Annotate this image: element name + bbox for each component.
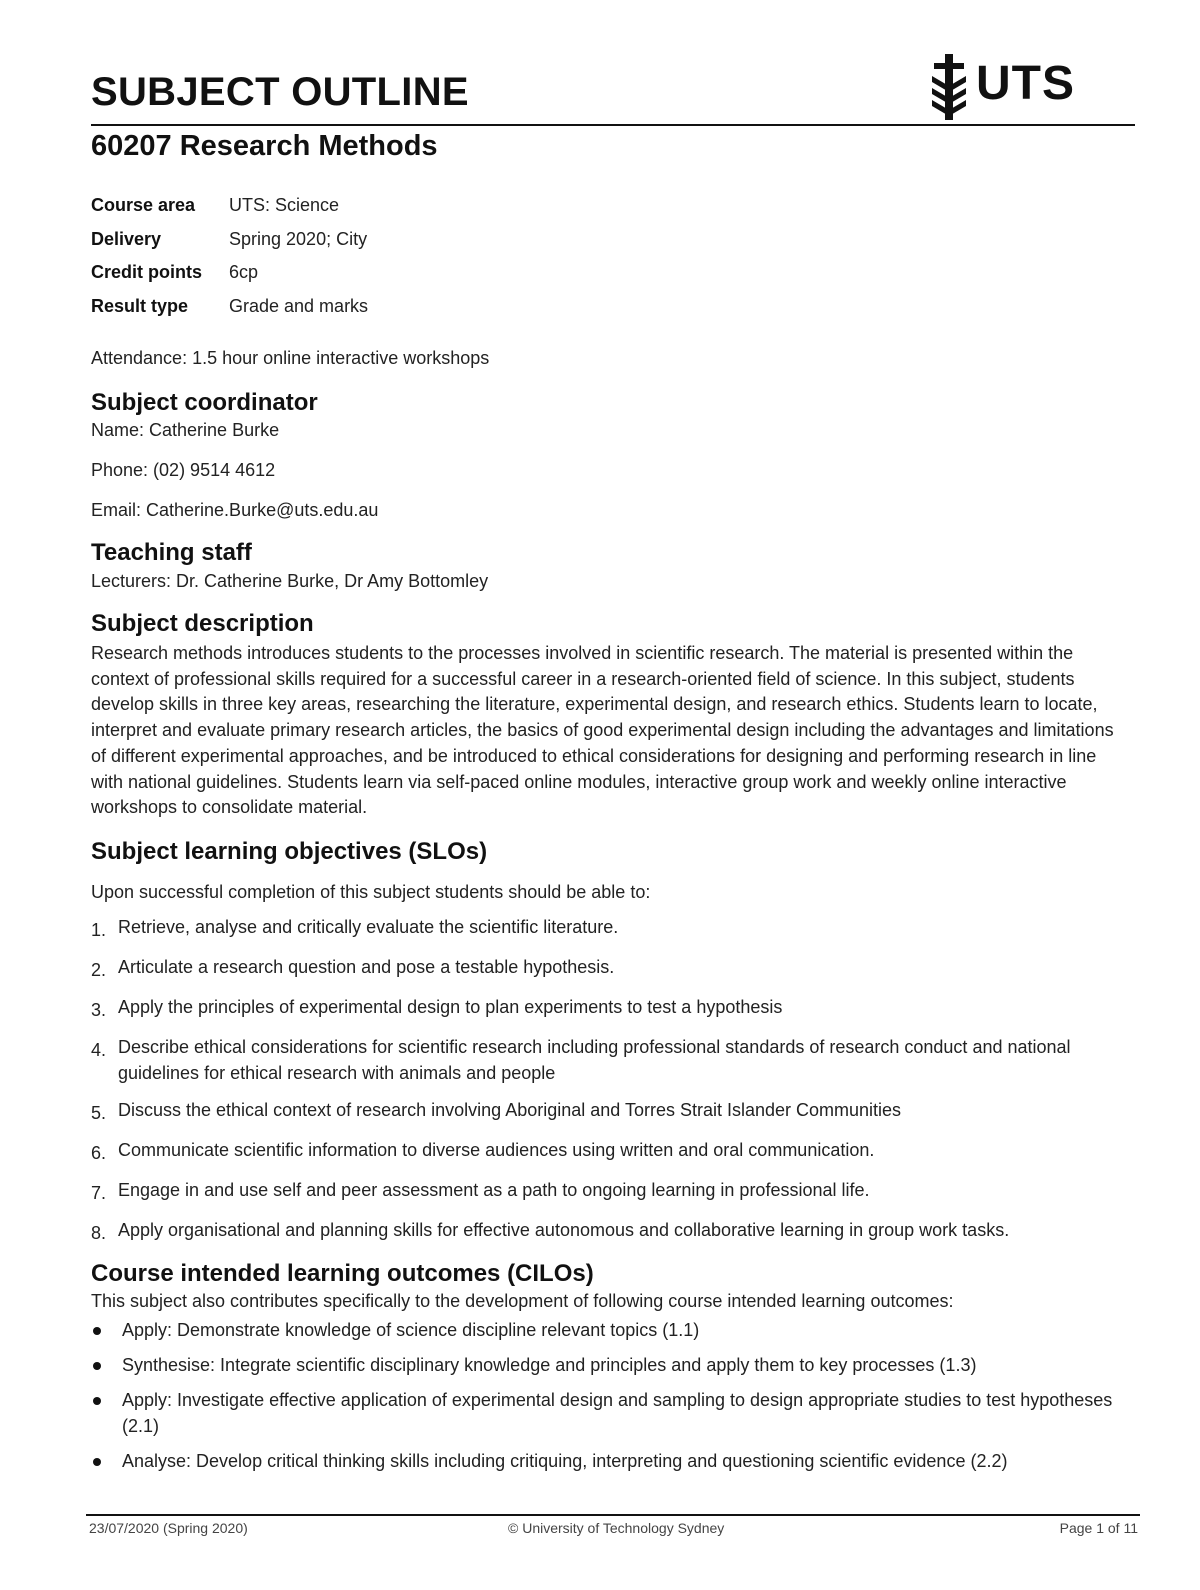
coordinator-email: Email: Catherine.Burke@uts.edu.au [91, 500, 379, 520]
footer-copyright: © University of Technology Sydney [508, 1520, 725, 1536]
meta-value: 6cp [229, 262, 259, 282]
attendance-text: Attendance: 1.5 hour online interactive workshops [91, 348, 490, 368]
cilo-intro: This subject also contributes specifically to the development of following course intended learning outcomes: [91, 1291, 954, 1311]
list-item [91, 1353, 1131, 1379]
header-divider [91, 124, 1135, 126]
list-number: 4. [91, 1040, 107, 1060]
list-number: 8. [91, 1222, 107, 1243]
list-item-text: Analyse: Develop critical thinking skills including critiquing, interpreting and questioning scientific evidence (2.2) [122, 1450, 1008, 1471]
list-item-text: Synthesise: Integrate scientific disciplinary knowledge and principles and apply them to key processes (1.3) [122, 1355, 977, 1375]
cilo-list [91, 1318, 1131, 1484]
bullet-icon [91, 1449, 122, 1475]
teaching-staff-heading: Teaching staff [91, 539, 252, 566]
subject-meta-table [91, 195, 368, 329]
uts-emblem-icon [925, 52, 973, 122]
meta-value: Grade and marks [229, 295, 369, 316]
cilo-heading: Course intended learning outcomes (CILOs) [91, 1260, 594, 1287]
list-item-text: Apply the principles of experimental design to plan experiments to test a hypothesis [118, 997, 783, 1017]
list-number: 2. [91, 960, 107, 980]
list-item-text: Communicate scientific information to diverse audiences using written and oral communication. [118, 1139, 875, 1160]
meta-label: Credit points [91, 262, 202, 282]
list-item-text: Retrieve, analyse and critically evaluate the scientific literature. [118, 917, 619, 937]
list-item [91, 995, 1131, 1024]
slo-list [91, 915, 1131, 1258]
list-item-text: Discuss the ethical context of research involving Aboriginal and Torres Strait Islander Communities [118, 1099, 902, 1120]
description-heading: Subject description [91, 610, 314, 637]
coordinator-phone: Phone: (02) 9514 4612 [91, 460, 276, 480]
meta-value: Spring 2020; City [229, 228, 368, 249]
list-item-text: Engage in and use self and peer assessment as a path to ongoing learning in professional life. [118, 1179, 870, 1200]
list-number: 7. [91, 1182, 107, 1203]
list-item [91, 1218, 1131, 1247]
list-number: 1. [91, 920, 107, 940]
list-item-text: Articulate a research question and pose a testable hypothesis. [118, 957, 615, 977]
footer-page-number: Page 1 of 11 [1059, 1520, 1138, 1536]
meta-row-course-area [91, 195, 368, 229]
list-number: 6. [91, 1142, 107, 1163]
meta-row-delivery [91, 229, 368, 263]
meta-row-credit-points [91, 262, 368, 296]
footer-date: 23/07/2020 (Spring 2020) [89, 1520, 248, 1536]
logo-text: UTS [976, 57, 1075, 110]
slo-heading: Subject learning objectives (SLOs) [91, 838, 488, 865]
meta-row-result-type [91, 296, 368, 330]
list-item [91, 1388, 1131, 1439]
list-number: 5. [91, 1102, 107, 1123]
meta-label: Result type [91, 295, 189, 316]
document-title: SUBJECT OUTLINE [91, 70, 469, 114]
meta-value: UTS: Science [229, 195, 340, 215]
list-number: 3. [91, 1000, 107, 1020]
bullet-icon [91, 1318, 122, 1344]
list-item [91, 915, 1131, 944]
list-item-text: Describe ethical considerations for scientific research including professional standards of research conduct and national guidelines for ethical research with animals and people [118, 1037, 1071, 1083]
bullet-icon [91, 1353, 122, 1379]
meta-label: Course area [91, 195, 196, 215]
uts-logo [925, 52, 1095, 122]
list-item-text: Apply: Demonstrate knowledge of science discipline relevant topics (1.1) [122, 1320, 700, 1340]
list-item [91, 955, 1131, 984]
lecturers-text: Lecturers: Dr. Catherine Burke, Dr Amy Bottomley [91, 571, 489, 591]
list-item [91, 1138, 1131, 1167]
coordinator-name: Name: Catherine Burke [91, 420, 280, 440]
list-item [91, 1035, 1131, 1086]
subject-title: 60207 Research Methods [91, 130, 438, 162]
bullet-icon [91, 1388, 122, 1439]
list-item [91, 1449, 1131, 1475]
list-item [91, 1318, 1131, 1344]
list-item-text: Apply: Investigate effective application of experimental design and sampling to design appropriate studies to test hypotheses (2.1) [122, 1390, 1113, 1436]
list-item-text: Apply organisational and planning skills for effective autonomous and collaborative learning in group work tasks. [118, 1219, 1010, 1240]
meta-label: Delivery [91, 228, 162, 249]
list-item [91, 1098, 1131, 1127]
slo-intro: Upon successful completion of this subject students should be able to: [91, 882, 651, 902]
description-text: Research methods introduces students to the processes involved in scientific research. The material is presented within the context of professional skills required for a successful career in a research-oriented field of science. In this subject, students develop skills in three key areas, researching the literature, experimental design, and research ethics. Students learn to locate, interpret and evaluate primary research articles, the basics of good experimental design including the advantages and limitations of different experimental approaches, and be introduced to ethical considerations for designing and performing research in line with national guidelines. Students learn via self-paced online modules, interactive group work and weekly online interactive workshops to consolidate material. [91, 643, 1114, 818]
list-item [91, 1178, 1131, 1207]
coordinator-heading: Subject coordinator [91, 389, 318, 416]
footer-divider [86, 1514, 1140, 1516]
